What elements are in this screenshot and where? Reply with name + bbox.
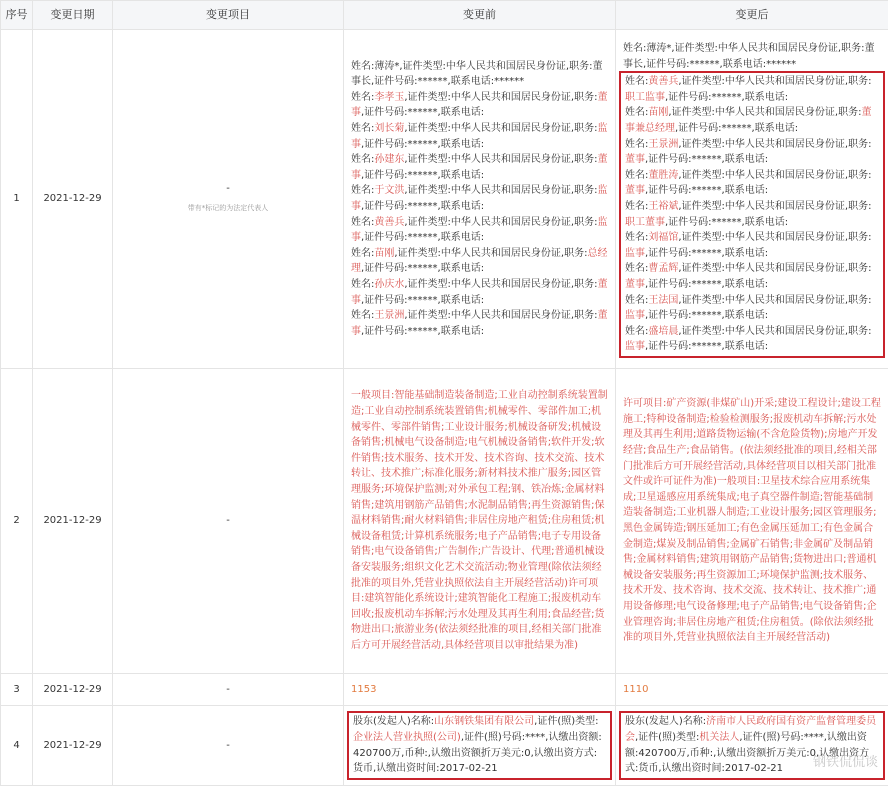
changed-text: 监事 (625, 310, 645, 322)
record-text: 姓名: (625, 169, 649, 181)
header-before: 变更前 (344, 1, 616, 30)
row-after (616, 706, 888, 786)
changed-text: 孙庆水 (374, 278, 405, 290)
row-no: 4 (1, 706, 33, 786)
header-no: 序号 (1, 1, 33, 30)
person-entry (351, 277, 608, 308)
row-before: 1153 (344, 674, 616, 706)
changed-text: 董事 (625, 278, 645, 290)
changed-text: 孙建东 (374, 154, 405, 166)
changed-text: 监事 (351, 216, 608, 244)
changed-text: 董事 (351, 91, 608, 119)
record-text: 姓名: (625, 294, 649, 306)
changed-text: 董事 (351, 154, 608, 181)
person-entry (351, 308, 608, 339)
changed-text: 董胜涛 (648, 169, 679, 181)
changed-text: 苗刚 (374, 247, 395, 259)
record-text: ,证件号码:******,联系电话: (665, 216, 789, 228)
changed-text: 于文洪 (374, 185, 405, 197)
person-entry (351, 90, 608, 121)
record-text: ,证件号码:******,联系电话: (645, 310, 769, 322)
record-text: ,证件类型:中华人民共和国居民身份证,职务: (678, 169, 872, 181)
row-before: 一般项目:智能基础制造装备制造;工业自动控制系统装置制造;工业自动控制系统装置销售;机械零件、零部件加工;机械零件、零部件销售;工业设计服务;机械设备研发;机械设备销售;机械电气设备制造;电气机械设备销售;软件开发;软件销售;技术服务、技术开发、技术咨询、技术交流、技术转让、技术推广;标准化服务;新材料技术推广服务;园区管理服务;环境保护监测;对外承包工程;钢、铁冶炼;金属材料销售;建筑用钢筋产品销售;水泥制品销售;再生资源销售;保温材料销售;耐火材料销售;非居住房地产租赁;住房租赁;机械设备租赁;计算机系统服务;电子产品销售;电子专用设备销售;电气设备销售;广告制作;广告设计、代理;普通机械设备安装服务;组织文化艺术交流活动;物业管理(除依法须经批准的项目外,凭营业执照依法自主开展经营活动)许可项目:建筑智能化系统设计;建筑智能化工程施工;报废机动车回收;报废机动车拆解;污水处理及其再生利用;食品经营;货物进出口;旅游业务(依法须经批准的项目,经相关部门批准后方可开展经营活动,具体经营项目以审批结果为准) (344, 369, 616, 674)
person-entry (625, 199, 879, 230)
record-text: ,证件类型:中华人民共和国居民身份证,职务: (678, 325, 872, 337)
record-text: ,证件号码:******,联系电话: (361, 325, 485, 337)
record-text: ,证件号码:******,联系电话: (361, 138, 485, 150)
legal-rep-note: 带有*标记的为法定代表人 (187, 204, 269, 212)
row-item: - (113, 706, 344, 786)
record-text: 姓名: (351, 247, 375, 259)
changed-text: 总经理 (351, 247, 608, 275)
row-no: 2 (1, 369, 33, 674)
record-text: ,证件号码:******,联系电话: (675, 123, 799, 135)
row-after: 1110 (616, 674, 888, 706)
record-text: 姓名: (351, 185, 375, 197)
changed-text: 李孝玉 (374, 91, 405, 103)
changed-text: 董事 (625, 185, 645, 197)
record-text: 姓名: (625, 325, 649, 337)
record-text: ,证件号码:******,联系电话: (645, 341, 769, 353)
record-text: ,证件号码:******,联系电话: (645, 185, 769, 197)
person-entry (351, 215, 608, 246)
changed-text: 曹孟辉 (648, 263, 679, 275)
changed-text: 董事兼总经理 (625, 107, 872, 135)
record-text: 姓名:薄涛*,证件类型:中华人民共和国居民身份证,职务:董事长,证件号码:******,联系电话:****** (351, 60, 603, 88)
header-item: 变更项目 (113, 1, 344, 30)
record-text: ,证件(照)类型: (635, 731, 700, 743)
person-entry (625, 168, 879, 199)
person-entry (351, 183, 608, 214)
row-before (344, 706, 616, 786)
record-text: ,证件类型:中华人民共和国居民身份证,职务: (668, 107, 862, 119)
record-text: 姓名: (351, 310, 375, 322)
record-text: ,证件号码:******,联系电话: (665, 91, 789, 103)
changed-text: 监事 (351, 123, 608, 150)
changed-text: 董事 (351, 278, 608, 306)
row-date: 2021-12-29 (33, 369, 113, 674)
changed-text: 黄善兵 (648, 76, 679, 88)
changed-highlight-box (619, 71, 885, 358)
record-text: 姓名: (625, 201, 649, 212)
table-row (1, 706, 888, 786)
changed-text: 职工监事 (625, 91, 665, 103)
person-entry (351, 59, 608, 90)
record-text: 姓名: (625, 263, 649, 275)
changed-text: 监事 (351, 185, 608, 212)
record-text: 姓名: (351, 278, 375, 290)
row-date: 2021-12-29 (33, 706, 113, 786)
changed-text: 山东钢铁集团有限公司 (434, 716, 535, 728)
row-date: 2021-12-29 (33, 674, 113, 706)
changed-text: 黄善兵 (374, 216, 405, 228)
person-entry (351, 246, 608, 277)
changed-text: 王景洲 (374, 310, 405, 322)
record-text: 股东(发起人)名称: (353, 716, 435, 728)
changed-text: 王法国 (648, 294, 679, 306)
changed-text: 济南市人民政府国有资产监督管理委员会 (625, 716, 877, 743)
table-header-row (1, 1, 888, 30)
table-row (1, 369, 888, 674)
record-text: ,证件类型:中华人民共和国居民身份证,职务: (404, 154, 598, 166)
person-entry (351, 152, 608, 183)
record-text: 股东(发起人)名称: (625, 716, 707, 728)
record-text: ,证件(照)号码:****,认缴出资额:420700万,币种:,认缴出资额折万美元:0,认缴出资方式:货币,认缴出资时间:2017-02-21 (353, 731, 602, 775)
record-text: ,证件类型:中华人民共和国居民身份证,职务: (394, 247, 588, 259)
header-date: 变更日期 (33, 1, 113, 30)
record-text: ,证件号码:******,联系电话: (361, 201, 485, 212)
record-text: 姓名: (351, 154, 375, 166)
record-text: ,证件号码:******,联系电话: (645, 247, 769, 259)
record-text: ,证件类型:中华人民共和国居民身份证,职务: (404, 123, 598, 135)
changed-text: 王裕斌 (648, 201, 679, 212)
row-after: 许可项目:矿产资源(非煤矿山)开采;建设工程设计;建设工程施工;特种设备制造;检验检测服务;报废机动车拆解;污水处理及其再生利用;道路货物运输(不含危险货物);房地产开发经营;食品生产;食品销售。(依法须经批准的项目,经相关部门批准后方可开展经营活动,具体经营项目以相关部门批准文件或许可证件为准)一般项目:卫星技术综合应用系统集成;卫星遥感应用系统集成;电子真空器件制造;智能基础制造装备制造;工业机器人制造;工业设计服务;园区管理服务;黑色金属铸造;钢压延加工;有色金属压延加工;有色金属合金制造;煤炭及制品销售;金属矿石销售;非金属矿及制品销售;金属材料销售;建筑用钢筋产品销售;货物进出口;普通机械设备安装服务;再生资源加工;环境保护监测;技术服务、技术开发、技术咨询、技术交流、技术转让、技术推广;通用设备修理;电气设备修理;电子产品销售;电气设备销售;企业管理咨询;非居住房地产租赁;住房租赁。(除依法须经批准的项目外,凭营业执照依法自主开展经营活动) (616, 369, 888, 674)
watermark: 钢铁侃侃谈 (812, 755, 878, 770)
record-text: ,证件号码:******,联系电话: (361, 263, 485, 275)
record-text: ,证件号码:******,联系电话: (361, 294, 485, 306)
record-text: ,证件类型:中华人民共和国居民身份证,职务: (404, 278, 598, 290)
record-text: 姓名:薄涛*,证件类型:中华人民共和国居民身份证,职务:董事长,证件号码:******,联系电话:****** (623, 43, 875, 70)
person-entry (351, 121, 608, 152)
changed-text: 苗刚 (648, 107, 669, 119)
record-text: 姓名: (351, 123, 375, 135)
changed-text: 刘福馆 (648, 232, 679, 244)
header-after: 变更后 (616, 1, 888, 30)
changed-text: 刘长菊 (374, 123, 405, 135)
record-text: ,证件(照)号码:****,认缴出资额:420700万,币种:,认缴出资额折万美元:0,认缴出资方式:货币,认缴出资时间:2017-02-21 (625, 731, 870, 775)
item-value: - (226, 183, 230, 195)
record-text: ,证件类型:中华人民共和国居民身份证,职务: (678, 138, 872, 150)
record-text: ,证件号码:******,联系电话: (645, 154, 769, 166)
row-no: 1 (1, 30, 33, 369)
person-entry (625, 137, 879, 168)
changed-text: 监事 (625, 341, 645, 353)
record-text: ,证件类型:中华人民共和国居民身份证,职务: (404, 310, 598, 322)
record-text: ,证件类型:中华人民共和国居民身份证,职务: (404, 91, 598, 103)
record-text: ,证件类型:中华人民共和国居民身份证,职务: (678, 263, 872, 275)
record-text: ,证件类型:中华人民共和国居民身份证,职务: (404, 216, 598, 228)
row-date: 2021-12-29 (33, 30, 113, 369)
record-text: 姓名: (351, 216, 375, 228)
record-text: ,证件类型:中华人民共和国居民身份证,职务: (678, 294, 872, 306)
row-item (113, 30, 344, 369)
row-after (616, 30, 888, 369)
record-text: ,证件类型:中华人民共和国居民身份证,职务: (678, 76, 872, 88)
person-entry (625, 293, 879, 324)
table-row (1, 674, 888, 706)
changed-text: 盛培晨 (648, 325, 679, 337)
changed-highlight-box (347, 711, 612, 779)
record-text: 姓名: (625, 76, 649, 88)
row-item: - (113, 674, 344, 706)
before-content (351, 59, 608, 340)
record-text: ,证件号码:******,联系电话: (361, 107, 485, 119)
record-text: 姓名: (625, 232, 649, 244)
changed-text: 董事 (625, 154, 645, 166)
row-no: 3 (1, 674, 33, 706)
record-text: 姓名: (351, 91, 375, 103)
changed-text: 企业法人营业执照(公司) (353, 731, 461, 743)
changed-text: 职工董事 (625, 216, 665, 228)
record-text: 姓名: (625, 107, 649, 119)
record-text: ,证件号码:******,联系电话: (361, 169, 485, 181)
record-text: ,证件类型:中华人民共和国居民身份证,职务: (404, 185, 598, 197)
record-text: ,证件号码:******,联系电话: (361, 232, 485, 244)
changed-text: 监事 (625, 247, 645, 259)
changed-text: 董事 (351, 310, 608, 337)
record-text: ,证件类型:中华人民共和国居民身份证,职务: (678, 232, 872, 244)
record-text: ,证件(照)类型: (534, 716, 599, 728)
row-item: - (113, 369, 344, 674)
person-entry (625, 74, 879, 105)
person-entry (625, 261, 879, 292)
person-entry (625, 105, 879, 136)
row-before (344, 30, 616, 369)
record-text: ,证件类型:中华人民共和国居民身份证,职务: (678, 201, 872, 212)
after-top-content (623, 41, 881, 72)
table-row (1, 30, 888, 369)
changed-text: 王景洲 (648, 138, 679, 150)
record-text: ,证件号码:******,联系电话: (645, 278, 769, 290)
person-entry (625, 230, 879, 261)
person-entry (625, 324, 879, 355)
record-text: 姓名: (625, 138, 649, 150)
changed-text: 机关法人 (699, 731, 740, 743)
